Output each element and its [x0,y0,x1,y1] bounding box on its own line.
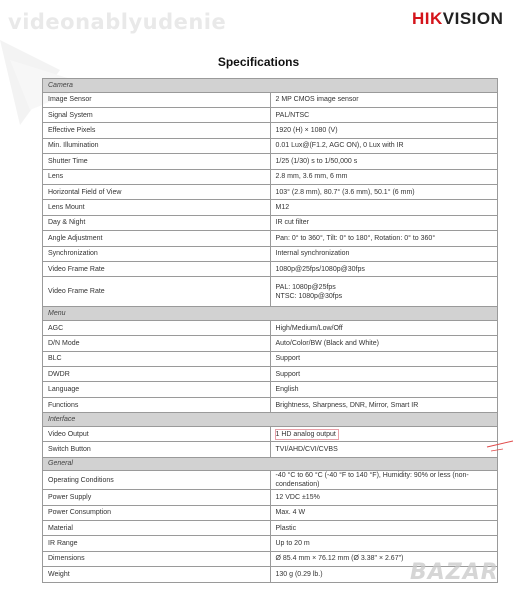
spec-value [270,520,498,535]
spec-value-line: 2 MP CMOS image sensor [275,96,359,104]
spec-row [43,200,498,215]
spec-label: Power Consumption [43,505,271,520]
spec-row [43,215,498,230]
spec-row [43,520,498,535]
site-watermark: videonablyudenie [8,10,227,34]
section-title: Camera [43,79,498,93]
spec-value [270,320,498,335]
spec-row [43,261,498,276]
spec-label: Dimensions [43,551,271,566]
spec-value-line: Pan: 0° to 360°, Tilt: 0° to 180°, Rotation: 0° to 360° [275,234,436,242]
spec-value-line: Support [275,370,301,378]
spec-value-line: 0.01 Lux@(F1.2, AGC ON), 0 Lux with IR [275,142,404,150]
spec-label: Signal System [43,107,271,122]
spec-value-line: Brightness, Sharpness, DNR, Mirror, Smart IR [275,401,419,409]
spec-row [43,107,498,122]
spec-label: Day & Night [43,215,271,230]
spec-value-line: PAL/NTSC [275,111,310,119]
spec-value-line: Up to 20 m [275,540,310,548]
spec-label: Weight [43,567,271,582]
spec-row [43,426,498,441]
spec-row [43,397,498,412]
spec-value [270,154,498,169]
spec-value-line: NTSC: 1080p@30fps [275,292,343,300]
section-title: Interface [43,413,498,427]
spec-value-line: 1920 (H) × 1080 (V) [275,127,338,135]
spec-label: Switch Button [43,442,271,457]
spec-label: Video Frame Rate [43,277,271,307]
highlighted-value-text: 1 HD analog output [275,430,336,438]
spec-value [270,123,498,138]
spec-value-line: Support [275,355,301,363]
spec-value [270,261,498,276]
spec-table [42,78,498,583]
spec-row [43,442,498,457]
spec-value [270,92,498,107]
spec-value-line: M12 [275,204,290,212]
spec-value [270,505,498,520]
section-header-interface [43,413,498,427]
spec-row [43,277,498,307]
spec-label: Video Output [43,426,271,441]
spec-value [270,336,498,351]
spec-label: Synchronization [43,246,271,261]
spec-value-line: 103° (2.8 mm), 80.7° (3.6 mm), 50.1° (6 mm) [275,188,415,196]
spec-label: AGC [43,320,271,335]
spec-label: Operating Conditions [43,471,271,490]
spec-row [43,351,498,366]
spec-value [270,184,498,199]
spec-label: BLC [43,351,271,366]
spec-row [43,246,498,261]
spec-value-line: 2.8 mm, 3.6 mm, 6 mm [275,173,348,181]
spec-label: Lens Mount [43,200,271,215]
spec-value-line: Plastic [275,524,297,532]
spec-label: Horizontal Field of View [43,184,271,199]
spec-row [43,505,498,520]
spec-label: Shutter Time [43,154,271,169]
spec-label: D/N Mode [43,336,271,351]
spec-label: Power Supply [43,490,271,505]
spec-label: IR Range [43,536,271,551]
spec-value-line: Ø 85.4 mm × 76.12 mm (Ø 3.38" × 2.67") [275,555,404,563]
spec-row [43,92,498,107]
hikvision-logo: HIKVISION [412,9,504,28]
spec-value-line: 130 g (0.29 lb.) [275,570,323,578]
spec-value-line: 1/25 (1/30) s to 1/50,000 s [275,157,358,165]
spec-value-line: Auto/Color/BW (Black and White) [275,339,379,347]
bazar-watermark: BAZAR [410,560,499,585]
spec-value [270,471,498,490]
spec-label: Min. Illumination [43,138,271,153]
spec-label: Lens [43,169,271,184]
spec-label: Language [43,382,271,397]
spec-value [270,246,498,261]
page-title: Specifications [217,55,300,69]
spec-row [43,471,498,490]
spec-value [270,442,498,457]
spec-value [270,107,498,122]
spec-value-line: -40 °C to 60 °C (-40 °F to 140 °F), Humidity: 90% or less (non-condensation) [275,472,469,489]
section-header-general [43,457,498,471]
spec-value [270,382,498,397]
spec-row [43,490,498,505]
spec-value [270,351,498,366]
spec-row [43,138,498,153]
spec-value-line: PAL: 1080p@25fps [275,283,336,291]
spec-value-line: Internal synchronization [275,250,350,258]
spec-label: DWDR [43,367,271,382]
section-title: General [43,457,498,471]
spec-value [270,367,498,382]
spec-row [43,154,498,169]
spec-value [270,277,498,307]
spec-label: Angle Adjustment [43,231,271,246]
spec-value [270,200,498,215]
spec-label: Material [43,520,271,535]
spec-row [43,536,498,551]
spec-value [270,490,498,505]
spec-value [270,169,498,184]
spec-value [270,397,498,412]
spec-label: Functions [43,397,271,412]
spec-label: Effective Pixels [43,123,271,138]
spec-row [43,336,498,351]
spec-row [43,231,498,246]
spec-value-line: IR cut filter [275,219,309,227]
spec-value [270,215,498,230]
spec-value-line: High/Medium/Low/Off [275,324,343,332]
spec-row [43,382,498,397]
spec-row [43,184,498,199]
section-header-menu [43,307,498,321]
spec-value-line: English [275,386,299,394]
spec-value [270,426,498,441]
spec-row [43,123,498,138]
spec-value [270,231,498,246]
red-annotation-mark [485,433,515,455]
spec-row [43,320,498,335]
spec-value [270,138,498,153]
spec-value [270,536,498,551]
spec-row [43,169,498,184]
spec-label: Image Sensor [43,92,271,107]
section-title: Menu [43,307,498,321]
spec-value-line: 12 VDC ±15% [275,493,320,501]
spec-label: Video Frame Rate [43,261,271,276]
spec-row [43,367,498,382]
spec-value-line: 1080p@25fps/1080p@30fps [275,265,365,273]
spec-value-line: Max. 4 W [275,509,306,517]
spec-value-line: TVI/AHD/CVI/CVBS [275,445,338,453]
section-header-camera [43,79,498,93]
